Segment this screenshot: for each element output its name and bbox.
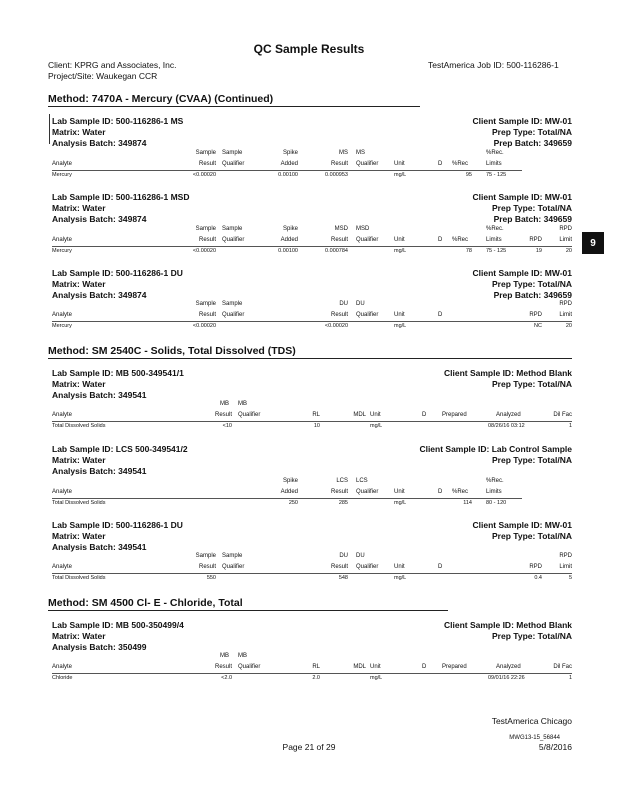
col-header: Unit xyxy=(394,237,405,243)
col-header: MB xyxy=(220,401,229,407)
analyte-cell: Total Dissolved Solids xyxy=(52,575,106,581)
col-header: Analyte xyxy=(52,312,73,318)
client-sample-id: Client Sample ID: Method Blank xyxy=(444,368,572,378)
col-header: MB xyxy=(238,653,247,659)
limits-cell: 80 - 120 xyxy=(486,500,507,506)
footer-page: Page 21 of 29 xyxy=(282,742,336,752)
col-header: Limit xyxy=(559,564,572,570)
result-cell: <0.00020 xyxy=(192,172,216,178)
result-cell: <0.00020 xyxy=(192,323,216,329)
col-header: Unit xyxy=(394,489,405,495)
prep-batch: Prep Batch: 349659 xyxy=(493,138,572,148)
col-header: D xyxy=(422,412,427,418)
col-header: Result xyxy=(330,312,348,318)
col-header: MSD xyxy=(356,226,370,232)
divider xyxy=(52,573,572,574)
col-header: Qualifier xyxy=(222,312,245,318)
prep-batch: Prep Batch: 349659 xyxy=(493,214,572,224)
divider xyxy=(52,321,572,322)
client-sample-id: Client Sample ID: Method Blank xyxy=(444,620,572,630)
limits-cell: 75 - 125 xyxy=(486,172,507,178)
block-marker xyxy=(49,114,50,144)
result-cell: 550 xyxy=(206,575,216,581)
rpd-cell: 0.4 xyxy=(534,575,542,581)
prep-type: Prep Type: Total/NA xyxy=(492,379,572,389)
analysis-batch: Analysis Batch: 349541 xyxy=(52,390,147,400)
col-header: Unit xyxy=(370,664,381,670)
limits-cell: 75 - 125 xyxy=(486,248,507,254)
col-header: D xyxy=(438,489,443,495)
col-header: Limit xyxy=(559,312,572,318)
col-header: Added xyxy=(280,489,298,495)
rec-cell: 78 xyxy=(465,248,472,254)
unit-cell: mg/L xyxy=(394,323,407,329)
matrix: Matrix: Water xyxy=(52,203,106,213)
col-header: %Rec. xyxy=(486,226,504,232)
lab-sample-id: Lab Sample ID: MB 500-349541/1 xyxy=(52,368,184,378)
client-line: Client: KPRG and Associates, Inc. xyxy=(48,60,177,70)
col-header: RPD xyxy=(559,226,572,232)
col-header: RPD xyxy=(529,237,542,243)
col-header: Analyte xyxy=(52,412,73,418)
analyte-cell: Total Dissolved Solids xyxy=(52,500,106,506)
col-header: Result xyxy=(330,237,348,243)
lab-sample-id: Lab Sample ID: 500-116286-1 MS xyxy=(52,116,184,126)
col-header: MB xyxy=(220,653,229,659)
col-header: Analyte xyxy=(52,664,73,670)
col-header: %Rec. xyxy=(486,150,504,156)
spike-cell: 250 xyxy=(288,500,298,506)
col-header: Added xyxy=(280,237,298,243)
col-header: Unit xyxy=(394,312,405,318)
col-header: LCS xyxy=(356,478,368,484)
rpd-cell: 19 xyxy=(535,248,542,254)
col-header: MDL xyxy=(353,412,366,418)
du-result-cell: <0.00020 xyxy=(324,323,348,329)
spike-cell: 0.00100 xyxy=(278,248,298,254)
divider xyxy=(48,106,420,107)
col-header: D xyxy=(422,664,427,670)
lcs-result-cell: 285 xyxy=(338,500,348,506)
divider xyxy=(52,498,522,499)
prep-type: Prep Type: Total/NA xyxy=(492,531,572,541)
col-header: %Rec xyxy=(452,489,469,495)
col-header: RL xyxy=(312,412,320,418)
col-header: Limits xyxy=(486,161,502,167)
col-header: Analyte xyxy=(52,489,73,495)
col-header: RPD xyxy=(559,301,572,307)
lab-sample-id: Lab Sample ID: 500-116286-1 DU xyxy=(52,268,183,278)
unit-cell: mg/L xyxy=(394,248,407,254)
lab-sample-id: Lab Sample ID: LCS 500-349541/2 xyxy=(52,444,188,454)
analyzed-cell: 08/26/16 03:12 xyxy=(488,423,525,429)
col-header: MB xyxy=(238,401,247,407)
col-header: Analyte xyxy=(52,564,73,570)
dilfac-cell: 1 xyxy=(568,675,572,681)
footer-date: 5/8/2016 xyxy=(538,742,572,752)
unit-cell: mg/L xyxy=(370,423,383,429)
col-header: Qualifier xyxy=(222,237,245,243)
dilfac-cell: 1 xyxy=(568,423,572,429)
col-header: Prepared xyxy=(442,664,467,670)
matrix: Matrix: Water xyxy=(52,127,106,137)
analyte-cell: Chloride xyxy=(52,675,73,681)
col-header: Result xyxy=(198,312,216,318)
col-header: Analyte xyxy=(52,161,73,167)
divider xyxy=(52,421,572,422)
col-header: Qualifier xyxy=(238,664,261,670)
du-result-cell: 548 xyxy=(338,575,348,581)
col-header: Spike xyxy=(282,226,298,232)
msd-result-cell: 0.000784 xyxy=(325,248,348,254)
ms-result-cell: 0.000953 xyxy=(325,172,348,178)
col-header: Unit xyxy=(370,412,381,418)
col-header: %Rec xyxy=(452,237,469,243)
col-header: D xyxy=(438,161,443,167)
analyte-cell: Total Dissolved Solids xyxy=(52,423,106,429)
col-header: Sample xyxy=(195,301,216,307)
client-sample-id: Client Sample ID: MW-01 xyxy=(472,268,572,278)
col-header: DU xyxy=(339,553,348,559)
col-header: Unit xyxy=(394,161,405,167)
col-header: Sample xyxy=(222,553,243,559)
col-header: Sample xyxy=(222,226,243,232)
col-header: DU xyxy=(356,553,365,559)
rec-cell: 95 xyxy=(465,172,472,178)
col-header: D xyxy=(438,312,443,318)
col-header: Limits xyxy=(486,237,502,243)
client-sample-id: Client Sample ID: MW-01 xyxy=(472,116,572,126)
unit-cell: mg/L xyxy=(370,675,383,681)
rpd-limit-cell: 20 xyxy=(565,323,572,329)
analysis-batch: Analysis Batch: 350499 xyxy=(52,642,147,652)
analyte-cell: Mercury xyxy=(52,172,72,178)
col-header: Result xyxy=(198,237,216,243)
method-heading-tds: Method: SM 2540C - Solids, Total Dissolved (TDS) xyxy=(48,345,296,357)
col-header: LCS xyxy=(336,478,348,484)
col-header: MS xyxy=(356,150,365,156)
col-header: Added xyxy=(280,161,298,167)
divider xyxy=(52,246,572,247)
result-cell: <2.0 xyxy=(221,675,232,681)
rl-cell: 2.0 xyxy=(312,675,320,681)
col-header: Spike xyxy=(282,150,298,156)
col-header: Result xyxy=(198,564,216,570)
col-header: DU xyxy=(339,301,348,307)
col-header: Qualifier xyxy=(356,564,379,570)
col-header: Qualifier xyxy=(356,489,379,495)
col-header: Sample xyxy=(222,150,243,156)
col-header: Result xyxy=(198,161,216,167)
col-header: Spike xyxy=(282,478,298,484)
matrix: Matrix: Water xyxy=(52,379,106,389)
rpd-limit-cell: 20 xyxy=(565,248,572,254)
analysis-batch: Analysis Batch: 349541 xyxy=(52,466,147,476)
divider xyxy=(48,358,572,359)
col-header: Qualifier xyxy=(238,412,261,418)
col-header: Result xyxy=(330,161,348,167)
prep-type: Prep Type: Total/NA xyxy=(492,631,572,641)
col-header: RPD xyxy=(559,553,572,559)
col-header: Result xyxy=(214,664,232,670)
analyzed-cell: 09/01/16 22:26 xyxy=(488,675,525,681)
analysis-batch: Analysis Batch: 349874 xyxy=(52,138,147,148)
col-header: D xyxy=(438,237,443,243)
col-header: Analyzed xyxy=(496,664,521,670)
prep-batch: Prep Batch: 349659 xyxy=(493,290,572,300)
col-header: Dil Fac xyxy=(553,412,572,418)
job-id-line: TestAmerica Job ID: 500-116286-1 xyxy=(428,60,559,70)
col-header: Analyte xyxy=(52,237,73,243)
prep-type: Prep Type: Total/NA xyxy=(492,203,572,213)
spike-cell: 0.00100 xyxy=(278,172,298,178)
analysis-batch: Analysis Batch: 349541 xyxy=(52,542,147,552)
col-header: DU xyxy=(356,301,365,307)
analyte-cell: Mercury xyxy=(52,248,72,254)
client-sample-id: Client Sample ID: MW-01 xyxy=(472,192,572,202)
col-header: RPD xyxy=(529,312,542,318)
analyte-cell: Mercury xyxy=(52,323,72,329)
rl-cell: 10 xyxy=(313,423,320,429)
footer-company: TestAmerica Chicago xyxy=(491,716,572,726)
project-line: Project/Site: Waukegan CCR xyxy=(48,71,158,81)
col-header: D xyxy=(438,564,443,570)
analysis-batch: Analysis Batch: 349874 xyxy=(52,214,147,224)
divider xyxy=(52,170,522,171)
col-header: MSD xyxy=(334,226,348,232)
col-header: Sample xyxy=(195,226,216,232)
col-header: %Rec. xyxy=(486,478,504,484)
matrix: Matrix: Water xyxy=(52,631,106,641)
col-header: RL xyxy=(312,664,320,670)
col-header: Qualifier xyxy=(356,237,379,243)
rec-cell: 114 xyxy=(463,500,472,506)
client-sample-id: Client Sample ID: MW-01 xyxy=(472,520,572,530)
rpd-limit-cell: 5 xyxy=(568,575,572,581)
footer-doc-id: MWG13-15_56844 xyxy=(509,735,560,741)
divider xyxy=(48,610,448,611)
col-header: Result xyxy=(330,489,348,495)
col-header: MDL xyxy=(353,664,366,670)
col-header: Result xyxy=(214,412,232,418)
lab-sample-id: Lab Sample ID: 500-116286-1 MSD xyxy=(52,192,190,202)
col-header: Sample xyxy=(222,301,243,307)
unit-cell: mg/L xyxy=(394,575,407,581)
col-header: Qualifier xyxy=(356,161,379,167)
result-cell: <0.00020 xyxy=(192,248,216,254)
col-header: Result xyxy=(330,564,348,570)
col-header: Sample xyxy=(195,553,216,559)
unit-cell: mg/L xyxy=(394,500,407,506)
section-tab[interactable]: 9 xyxy=(582,232,604,254)
col-header: Analyzed xyxy=(496,412,521,418)
col-header: RPD xyxy=(529,564,542,570)
client-sample-id: Client Sample ID: Lab Control Sample xyxy=(419,444,572,454)
method-heading-mercury: Method: 7470A - Mercury (CVAA) (Continued) xyxy=(48,93,274,105)
col-header: Dil Fac xyxy=(553,664,572,670)
prep-type: Prep Type: Total/NA xyxy=(492,455,572,465)
col-header: Qualifier xyxy=(356,312,379,318)
page-title: QC Sample Results xyxy=(253,42,365,56)
prep-type: Prep Type: Total/NA xyxy=(492,279,572,289)
prep-type: Prep Type: Total/NA xyxy=(492,127,572,137)
col-header: Unit xyxy=(394,564,405,570)
method-heading-chloride: Method: SM 4500 Cl- E - Chloride, Total xyxy=(48,597,243,609)
col-header: Qualifier xyxy=(222,564,245,570)
col-header: MS xyxy=(339,150,348,156)
lab-sample-id: Lab Sample ID: MB 500-350499/4 xyxy=(52,620,184,630)
analysis-batch: Analysis Batch: 349874 xyxy=(52,290,147,300)
divider xyxy=(52,673,572,674)
col-header: Limit xyxy=(559,237,572,243)
unit-cell: mg/L xyxy=(394,172,407,178)
matrix: Matrix: Water xyxy=(52,531,106,541)
rpd-cell: NC xyxy=(534,323,542,329)
matrix: Matrix: Water xyxy=(52,279,106,289)
col-header: %Rec xyxy=(452,161,469,167)
col-header: Prepared xyxy=(442,412,467,418)
col-header: Limits xyxy=(486,489,502,495)
result-cell: <10 xyxy=(222,423,232,429)
col-header: Sample xyxy=(195,150,216,156)
col-header: Qualifier xyxy=(222,161,245,167)
lab-sample-id: Lab Sample ID: 500-116286-1 DU xyxy=(52,520,183,530)
matrix: Matrix: Water xyxy=(52,455,106,465)
